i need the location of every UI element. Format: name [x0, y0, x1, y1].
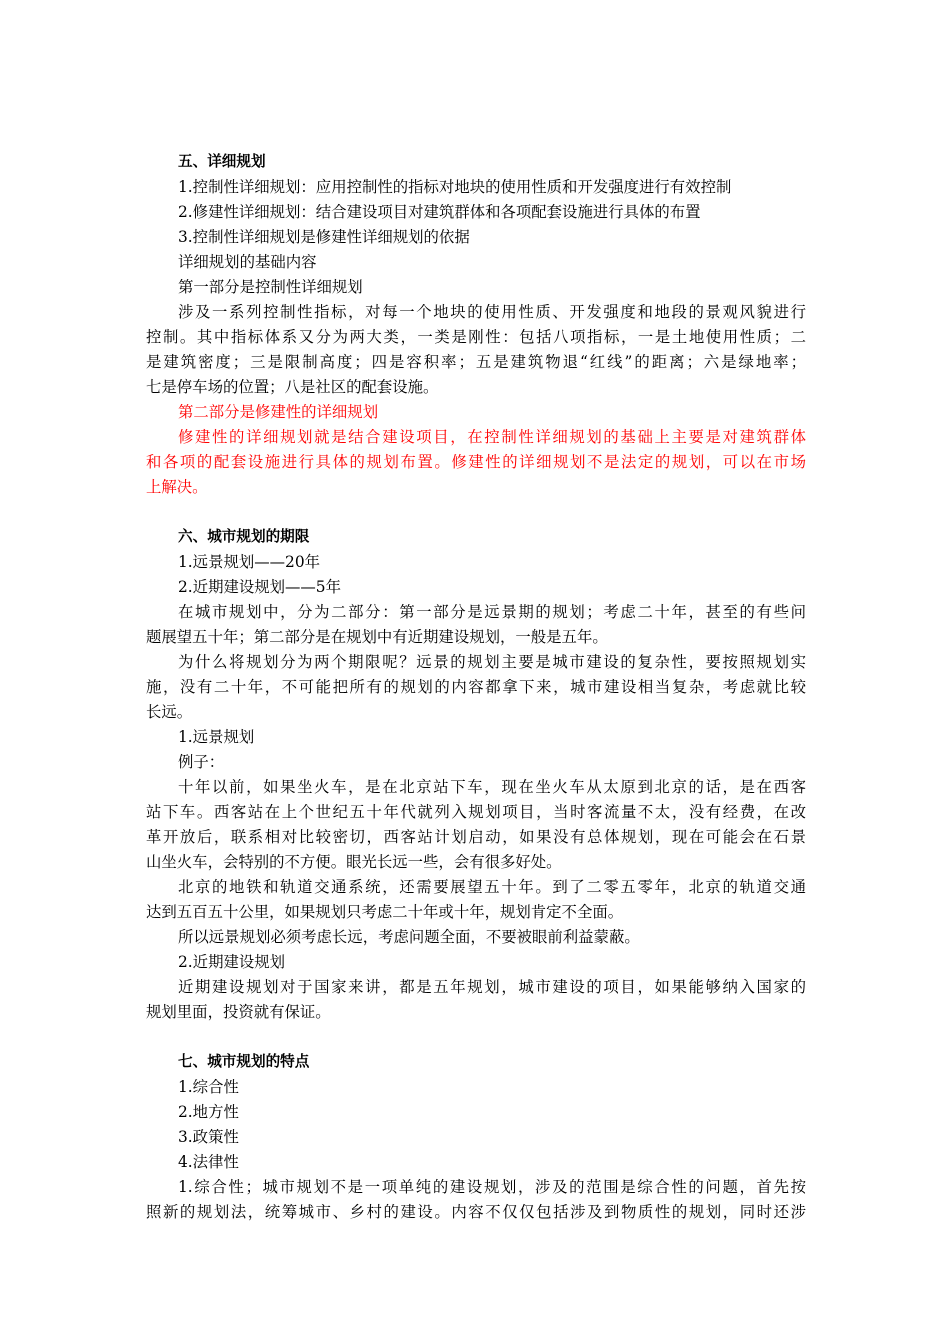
section-7-item-3: 3.政策性 — [178, 1128, 239, 1146]
s6-p4-line-2: 达到五百五十公里，如果规划只考虑二十年或十年，规划肯定不全面。 — [146, 903, 624, 921]
section-5-item-3: 3.控制性详细规划是修建性详细规划的依据 — [178, 228, 470, 246]
s6-p3-line-3: 革开放后，联系相对比较密切，西客站计划启动，如果没有总体规划，现在可能会在石景 — [146, 828, 806, 846]
s6-p1-line-1: 在城市规划中，分为二部分：第一部分是远景期的规划；考虑二十年，甚至的有些问 — [178, 603, 806, 621]
section-7-item-2: 2.地方性 — [178, 1103, 239, 1121]
s6-p3-line-2: 站下车。西客站在上个世纪五十年代就列入规划项目，当时客流量不太，没有经费，在改 — [146, 803, 806, 821]
s6-sub-2: 2.近期建设规划 — [178, 953, 286, 971]
s7-p1-line-2: 照新的规划法，统筹城市、乡村的建设。内容不仅仅包括涉及到物质性的规划，同时还涉 — [146, 1203, 806, 1221]
s6-p1-line-2: 题展望五十年；第二部分是在规划中有近期建设规划，一般是五年。 — [146, 628, 608, 646]
section-7-item-1: 1.综合性 — [178, 1078, 239, 1096]
part2-title: 第二部分是修建性的详细规划 — [178, 403, 379, 421]
part2-line-1: 修建性的详细规划就是结合建设项目，在控制性详细规划的基础上主要是对建筑群体 — [178, 428, 806, 446]
section-5-heading: 五、详细规划 — [178, 153, 266, 170]
part2-line-2: 和各项的配套设施进行具体的规划布置。修建性的详细规划不是法定的规划，可以在市场 — [146, 453, 806, 471]
s6-p3-line-1: 十年以前，如果坐火车，是在北京站下车，现在坐火车从太原到北京的话，是在西客 — [178, 778, 806, 796]
section-5-item-2: 2.修建性详细规划：结合建设项目对建筑群体和各项配套设施进行具体的布置 — [178, 203, 701, 221]
s6-p6-line-1: 近期建设规划对于国家来讲，都是五年规划，城市建设的项目，如果能够纳入国家的 — [178, 978, 806, 996]
section-7-item-4: 4.法律性 — [178, 1153, 239, 1171]
part1-title: 第一部分是控制性详细规划 — [178, 278, 363, 296]
basics-label: 详细规划的基础内容 — [178, 253, 317, 271]
s6-p3-line-4: 山坐火车，会特别的不方便。眼光长远一些，会有很多好处。 — [146, 853, 562, 871]
part1-line-4: 七是停车场的位置；八是社区的配套设施。 — [146, 378, 439, 396]
s7-p1-line-1: 1.综合性；城市规划不是一项单纯的建设规划，涉及的范围是综合性的问题，首先按 — [178, 1178, 806, 1196]
section-6-heading: 六、城市规划的期限 — [178, 528, 310, 545]
s6-p2-line-2: 施，没有二十年，不可能把所有的规划的内容都拿下来，城市建设相当复杂，考虑就比较 — [146, 678, 806, 696]
section-6-item-1: 1.远景规划——20年 — [178, 553, 321, 571]
part1-line-3: 是建筑密度；三是限制高度；四是容积率；五是建筑物退“红线”的距离；六是绿地率； — [146, 353, 806, 371]
s6-p2-line-1: 为什么将规划分为两个期限呢？远景的规划主要是城市建设的复杂性，要按照规划实 — [178, 653, 806, 671]
section-6-item-2: 2.近期建设规划——5年 — [178, 578, 341, 596]
section-5-item-1: 1.控制性详细规划：应用控制性的指标对地块的使用性质和开发强度进行有效控制 — [178, 178, 732, 196]
part1-line-1: 涉及一系列控制性指标，对每一个地块的使用性质、开发强度和地段的景观风貌进行 — [178, 303, 806, 321]
part2-line-3: 上解决。 — [146, 478, 208, 496]
s6-example-label: 例子： — [178, 753, 225, 771]
section-7-heading: 七、城市规划的特点 — [178, 1053, 310, 1070]
s6-sub-1: 1.远景规划 — [178, 728, 255, 746]
part1-line-2: 控制。其中指标体系又分为两大类，一类是刚性：包括八项指标，一是土地使用性质；二 — [146, 328, 806, 346]
s6-p5: 所以远景规划必须考虑长远，考虑问题全面，不要被眼前利益蒙蔽。 — [178, 928, 640, 946]
s6-p6-line-2: 规划里面，投资就有保证。 — [146, 1003, 331, 1021]
s6-p4-line-1: 北京的地铁和轨道交通系统，还需要展望五十年。到了二零五零年，北京的轨道交通 — [178, 878, 806, 896]
s6-p2-line-3: 长远。 — [146, 703, 193, 721]
